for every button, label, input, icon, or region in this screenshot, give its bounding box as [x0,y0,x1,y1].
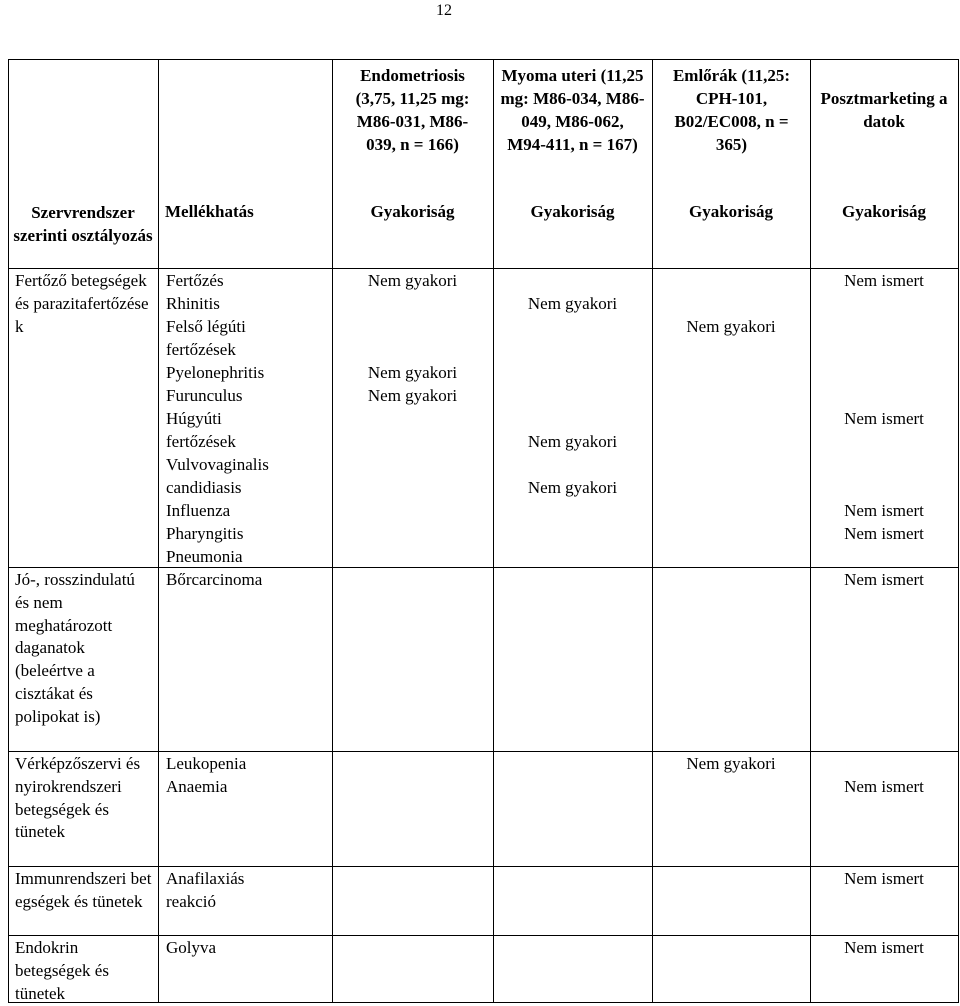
adverse-pyelonephritis: Pyelonephritis [166,363,265,382]
header-adverse: Mellékhatás [165,202,254,221]
freq-cell: Nem ismert [844,777,924,796]
freq-cell: Nem ismert [844,570,924,589]
header-freq-2: Gyakoriság [530,202,615,221]
freq-cell: Nem gyakori [686,317,776,336]
freq-cell: Nem ismert [844,524,924,543]
table-border-top [8,59,959,60]
col-header-emlorak: Emlőrák (11,25: CPH-101, B02/EC008, n = 365) [672,66,791,154]
adverse-pneumonia: Pneumonia [166,547,243,566]
freq-cell: Nem gyakori [527,478,618,497]
table-divider [158,59,159,1003]
adverse-leukopenia: Leukopenia [166,754,247,773]
adverse-felso-leguti: Felső légúti fertőzések [166,317,246,359]
row-divider [8,866,959,867]
adverse-vulvovaginalis: Vulvovaginalis candidiasis [166,455,269,497]
soc-blood: Vérképzőszervi és nyirokrendszeri betegségek és tünetek [15,754,141,842]
freq-cell: Nem ismert [844,938,924,957]
adverse-rhinitis: Rhinitis [166,294,220,313]
adverse-influenza: Influenza [166,501,231,520]
freq-cell: Nem gyakori [367,271,458,290]
soc-infections: Fertőző betegségek és parazitafertőzések [15,271,149,336]
table-border-right [958,59,959,1003]
adverse-anafilaxias: Anafilaxiás reakció [166,869,245,911]
adverse-borcarcinoma: Bőrcarcinoma [166,570,263,589]
soc-immune: Immunrendszeri betegségek és tünetek [15,869,152,911]
page-number: 12 [436,2,452,19]
header-soc: Szervrendszer szerinti osztályozás [13,203,153,245]
adverse-fertozes: Fertőzés [166,271,224,290]
soc-endocrine: Endokrin betegségek és tünetek [15,938,109,1003]
soc-neoplasms: Jó-, rosszindulatú és nem meghatározott daganatok (beleértve a cisztákat és polipokat is) [15,570,135,726]
freq-cell: Nem ismert [844,501,924,520]
header-freq-4: Gyakoriság [841,202,927,221]
col-header-myoma: Myoma uteri (11,25 mg: M86-034, M86-049, M86-062, M94-411, n = 167) [500,66,645,154]
freq-cell: Nem gyakori [367,363,458,382]
freq-cell: Nem gyakori [686,754,776,773]
freq-cell: Nem ismert [844,869,924,888]
adverse-hugyuti: Húgyúti fertőzések [166,409,236,451]
adverse-furunculus: Furunculus [166,386,243,405]
freq-cell: Nem gyakori [367,386,458,405]
col-header-posztmarketing: Posztmarketing adatok [820,89,948,131]
table-border-left [8,59,9,1003]
adverse-golyva: Golyva [166,938,217,957]
table-border-bottom [8,1002,959,1003]
row-divider [8,567,959,568]
row-divider [8,935,959,936]
freq-cell: Nem gyakori [527,294,618,313]
col-header-endometriosis: Endometriosis (3,75, 11,25 mg: M86-031, M86-039, n = 166) [355,66,470,154]
header-freq-3: Gyakoriság [688,202,774,221]
row-divider [8,268,959,269]
header-freq-1: Gyakoriság [370,202,455,221]
adverse-pharyngitis: Pharyngitis [166,524,244,543]
freq-cell: Nem ismert [844,409,924,428]
row-divider [8,751,959,752]
adverse-anaemia: Anaemia [166,777,228,796]
freq-cell: Nem ismert [844,271,924,290]
freq-cell: Nem gyakori [527,432,618,451]
